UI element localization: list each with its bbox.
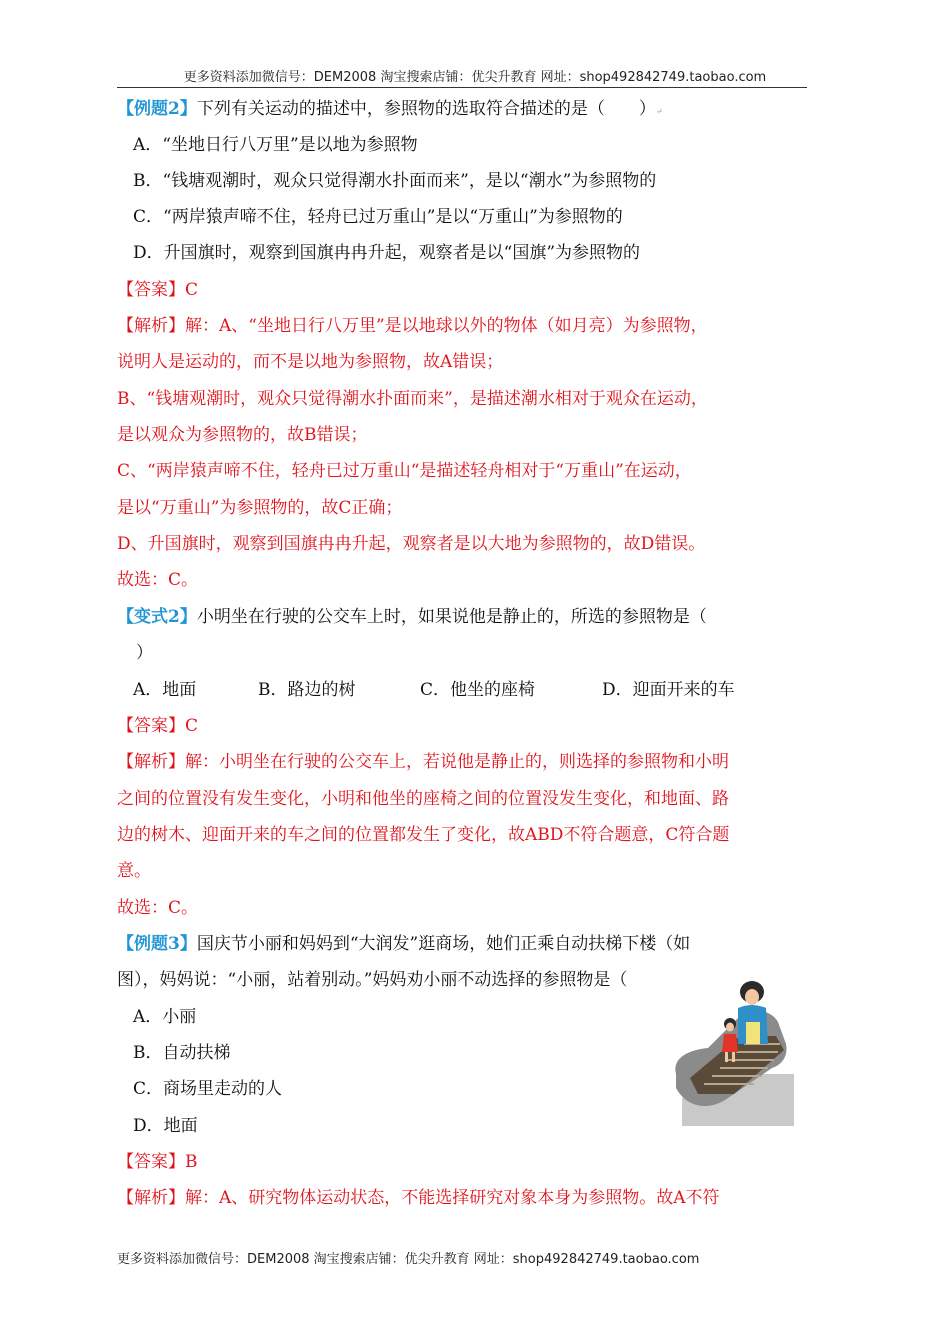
- ex3-analysis-text-1: 解：A、研究物体运动状态，不能选择研究对象本身为参照物。故A不符: [185, 1188, 720, 1208]
- ex3-stem: 国庆节小丽和妈妈到“大润发”逛商场，她们正乘自动扶梯下楼（如: [196, 934, 691, 954]
- ex2-tag: 【例题2】: [117, 99, 197, 119]
- var2-analysis-3: 边的树木、迎面开来的车之间的位置都发生了变化，故ABD不符合题意，C符合题: [117, 825, 730, 845]
- ex3-option-c: C．商场里走动的人: [133, 1079, 283, 1099]
- var2-option-c: C．他坐的座椅: [420, 680, 536, 700]
- ex3-answer-value: B: [185, 1152, 198, 1172]
- ex2-analysis-7: D、升国旗时，观察到国旗冉冉升起，观察者是以大地为参照物的，故D错误。: [117, 534, 706, 554]
- ex2-analysis-6: 是以“万重山”为参照物的，故C正确；: [117, 498, 403, 518]
- ex3-analysis-tag: 【解析】: [117, 1188, 185, 1208]
- ex2-analysis-tag: 【解析】: [117, 316, 185, 336]
- ex2-option-a: A．“坐地日行八万里”是以地为参照物: [133, 135, 418, 155]
- ex2-option-c: C．“两岸猿声啼不住，轻舟已过万重山”是以“万重山”为参照物的: [133, 207, 623, 227]
- ex2-analysis-text-1: 解：A、“坐地日行八万里”是以地球以外的物体（如月亮）为参照物，: [185, 316, 708, 336]
- var2-option-d: D．迎面开来的车: [602, 680, 735, 700]
- ex2-analysis-3: B、“钱塘观潮时，观众只觉得潮水扑面而来”，是描述潮水相对于观众在运动，: [117, 389, 708, 409]
- var2-tag: 【变式2】: [117, 607, 197, 627]
- ex3-question: [117, 933, 690, 955]
- header-rule: [117, 87, 807, 88]
- ex3-answer: [117, 1151, 198, 1173]
- ex2-option-b: B．“钱塘观潮时，观众只觉得潮水扑面而来”，是以“潮水”为参照物的: [133, 171, 657, 191]
- ex2-answer: [117, 279, 198, 301]
- var2-analysis-2: 之间的位置没有发生变化，小明和他坐的座椅之间的位置没发生变化，和地面、路: [117, 789, 729, 809]
- ex2-option-d: D．升国旗时，观察到国旗冉冉升起，观察者是以“国旗”为参照物的: [133, 243, 641, 263]
- var2-analysis-text-1: 解：小明坐在行驶的公交车上，若说他是静止的，则选择的参照物和小明: [185, 752, 729, 772]
- ex3-option-d: D．地面: [133, 1116, 198, 1136]
- ex2-answer-tag: 【答案】: [117, 280, 185, 300]
- ex2-analysis-8: 故选：C。: [117, 570, 199, 590]
- escalator-illustration: [668, 978, 794, 1126]
- ex2-answer-value: C: [185, 280, 199, 300]
- var2-answer: [117, 715, 198, 737]
- ex2-analysis-2: 说明人是运动的，而不是以地为参照物，故A错误；: [117, 352, 504, 372]
- ex3-option-a: A．小丽: [133, 1007, 197, 1027]
- ex3-option-b: B．自动扶梯: [133, 1043, 231, 1063]
- var2-analysis-1: [117, 751, 729, 773]
- var2-answer-value: C: [185, 716, 199, 736]
- var2-option-a: A．地面: [133, 680, 197, 700]
- ex2-stem: 下列有关运动的描述中，参照物的选取符合描述的是（ ）: [196, 99, 656, 119]
- var2-option-b: B．路边的树: [258, 680, 356, 700]
- ex2-analysis-4: 是以观众为参照物的，故B错误；: [117, 425, 368, 445]
- page-footer: 更多资料添加微信号：DEM2008 淘宝搜索店铺：优尖升教育 网址：shop492842749.taobao.com: [117, 1252, 700, 1267]
- page-header: 更多资料添加微信号：DEM2008 淘宝搜索店铺：优尖升教育 网址：shop492842749.taobao.com: [183, 70, 767, 85]
- ex3-tag: 【例题3】: [117, 934, 197, 954]
- ex2-analysis-5: C、“两岸猿声啼不住，轻舟已过万重山“是描述轻舟相对于“万重山”在运动，: [117, 461, 692, 481]
- ex2-question: 【例题2】下列有关运动的描述中，参照物的选取符合描述的是（ ）↵: [117, 99, 663, 119]
- var2-stem: 小明坐在行驶的公交车上时，如果说他是静止的，所选的参照物是（: [196, 607, 707, 627]
- ex2-analysis-1: [117, 315, 708, 337]
- ex3-stem-cont: 图），妈妈说：“小丽，站着别动。”妈妈劝小丽不动选择的参照物是（: [117, 970, 628, 990]
- var2-answer-tag: 【答案】: [117, 716, 185, 736]
- ex3-answer-tag: 【答案】: [117, 1152, 185, 1172]
- var2-analysis-5: 故选：C。: [117, 898, 199, 918]
- ex3-analysis-1: [117, 1187, 720, 1209]
- var2-analysis-4: 意。: [117, 861, 151, 881]
- var2-question: [117, 606, 707, 628]
- var2-analysis-tag: 【解析】: [117, 752, 185, 772]
- var2-stem-cont: ）: [136, 643, 153, 663]
